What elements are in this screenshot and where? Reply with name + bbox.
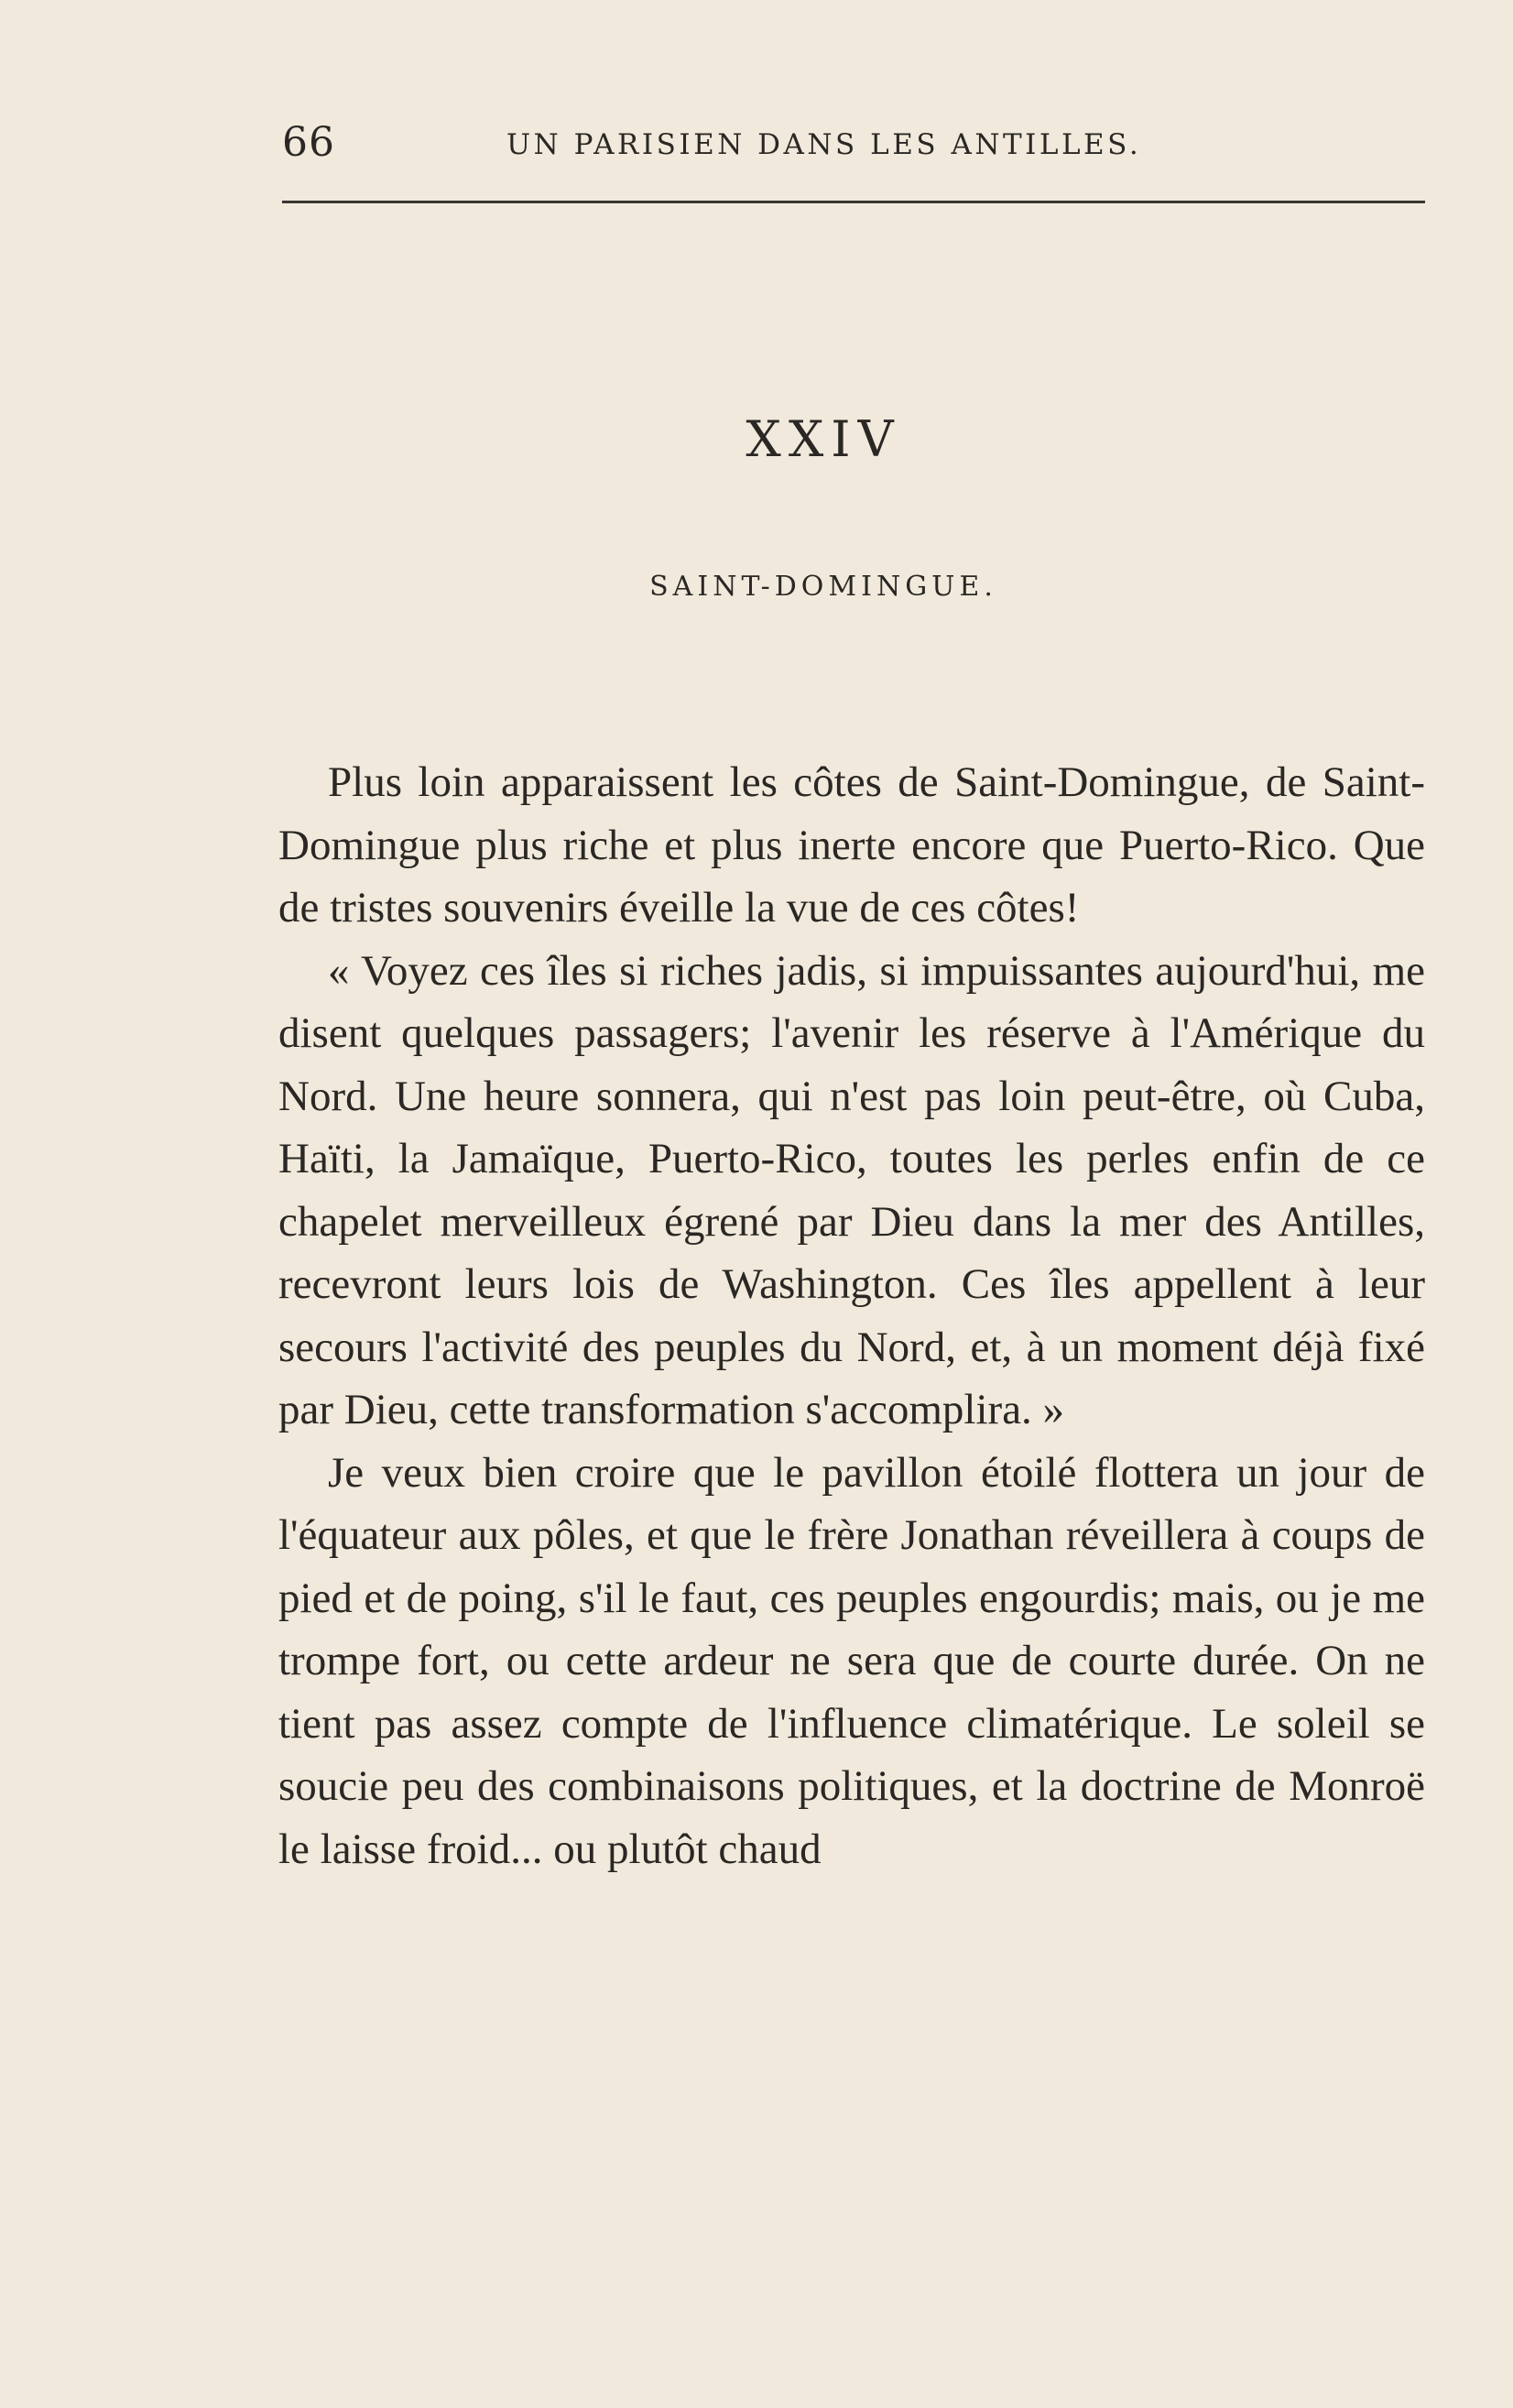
body-text (278, 751, 1425, 1880)
chapter-title: SAINT-DOMINGUE. (649, 571, 997, 603)
page-header (282, 119, 1425, 174)
running-title: UN PARISIEN DANS LES ANTILLES. (506, 128, 1142, 161)
paragraph: Plus loin apparaissent les côtes de Saint-Domingue, de Saint-Domingue plus riche et plus inerte encore que Puerto-Rico. Que de tristes souvenirs éveille la vue de ces côtes! (278, 758, 1425, 932)
paragraph: « Voyez ces îles si riches jadis, si impuissantes aujourd'hui, me disent quelques passagers; l'avenir les réserve à l'Amérique du Nord. Une heure sonnera, qui n'est pas loin peut-être, où Cuba, Haïti, la Jamaïque, Puerto-Rico, toutes les perles enfin de ce chapelet merveilleux égrené par Dieu dans la mer des Antilles, recevront leurs lois de Washington. Ces îles appellent à leur secours l'activité des peuples du Nord, et, à un moment déjà fixé par Dieu, cette transformation s'accomplira. » (278, 946, 1425, 1433)
header-rule (282, 201, 1425, 203)
paragraph: Je veux bien croire que le pavillon étoilé flottera un jour de l'équateur aux pôles, et que le frère Jonathan réveillera à coups de pied et de poing, s'il le faut, ces peuples engourdis; mais, ou je me trompe fort, ou cette ardeur ne sera que de courte durée. On ne tient pas assez compte de l'influence climatérique. Le soleil se soucie peu des combinaisons politiques, et la doctrine de Monroë le laisse froid... ou plutôt chaud (278, 1448, 1425, 1873)
chapter-number: XXIV (746, 410, 901, 468)
page-number: 66 (282, 119, 335, 166)
